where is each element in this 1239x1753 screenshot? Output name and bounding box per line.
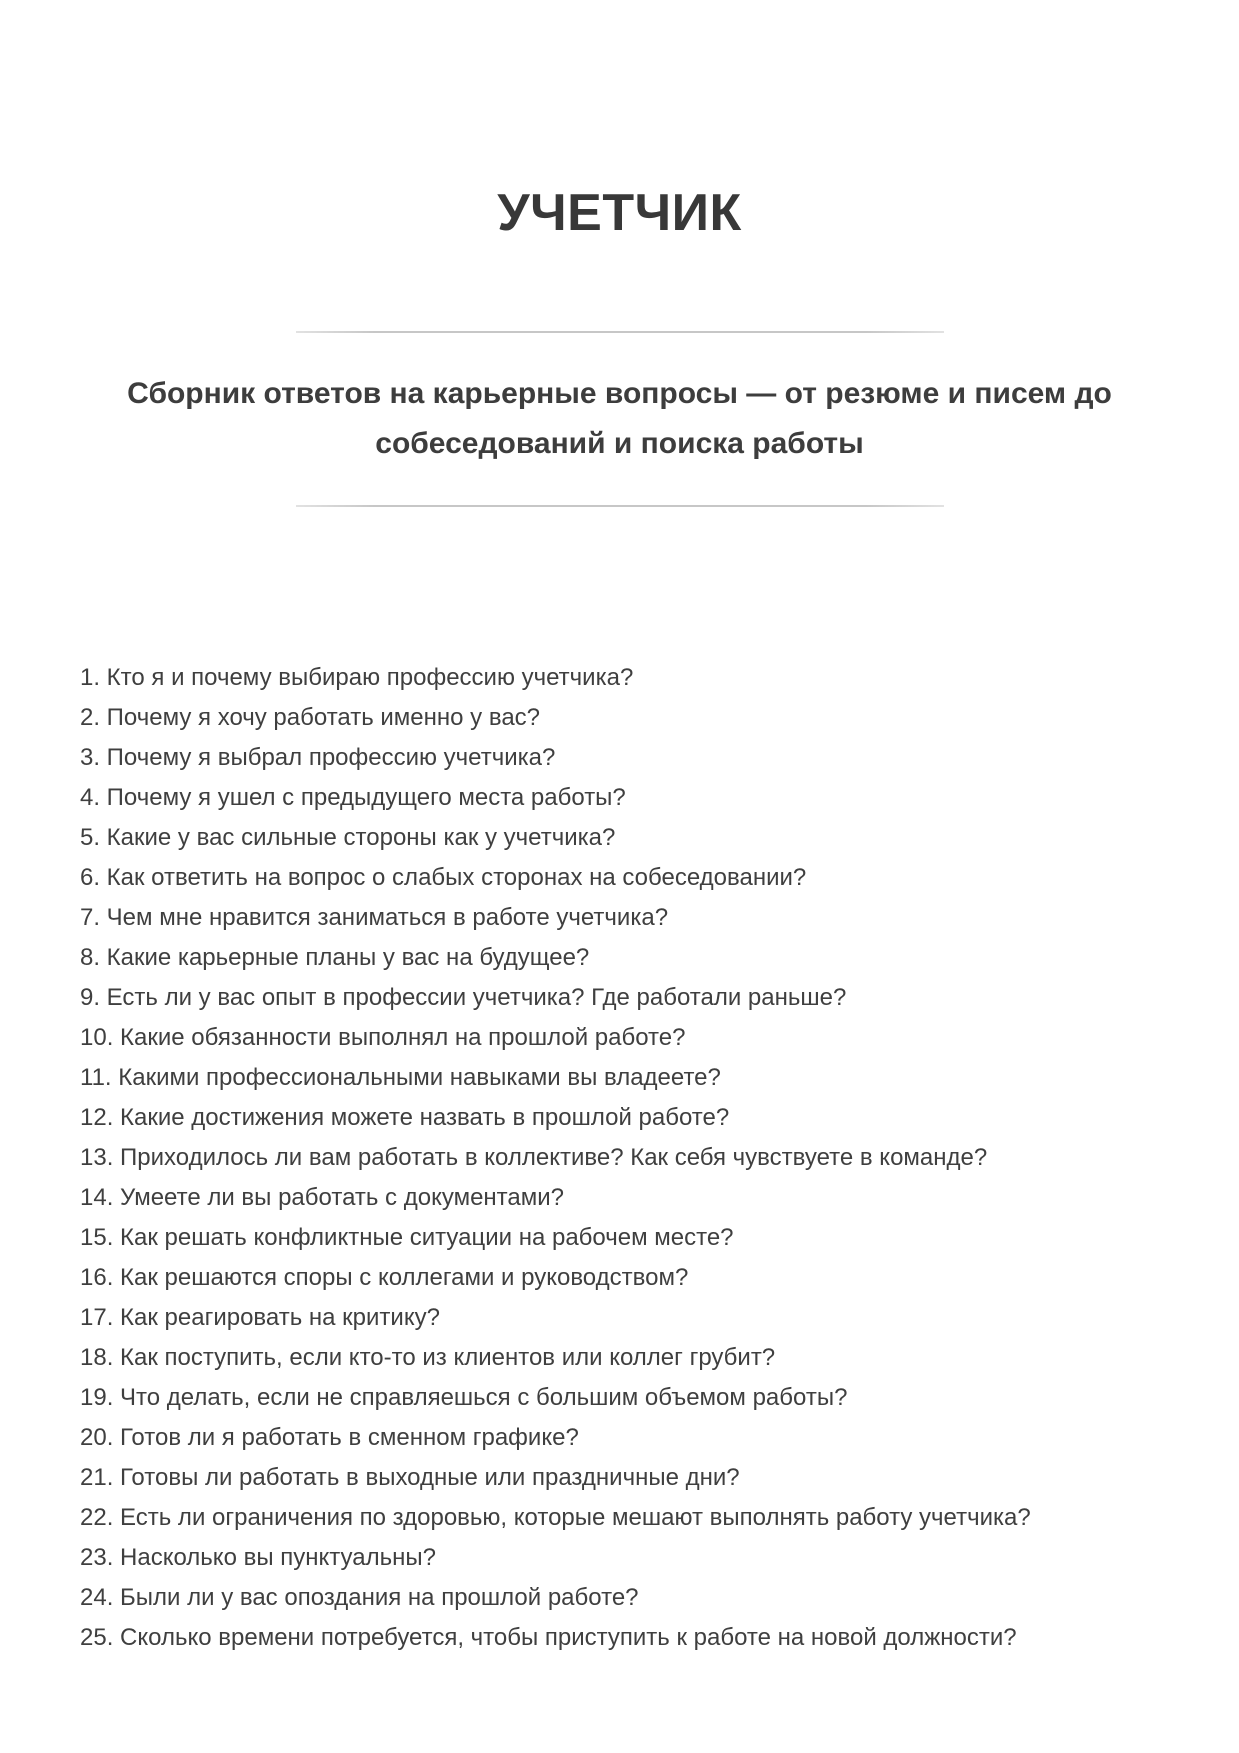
list-item: 13. Приходилось ли вам работать в коллективе? Как себя чувствуете в команде? [80, 1144, 988, 1171]
list-item: 12. Какие достижения можете назвать в прошлой работе? [80, 1104, 730, 1131]
subtitle-line-2: собеседований и поиска работы [375, 427, 864, 460]
page-subtitle [0, 369, 1239, 469]
divider-bottom [296, 505, 944, 507]
list-item: 3. Почему я выбрал профессию учетчика? [80, 744, 556, 771]
list-item: 7. Чем мне нравится заниматься в работе учетчика? [80, 904, 669, 931]
list-item: 8. Какие карьерные планы у вас на будущее? [80, 944, 590, 971]
list-item: 9. Есть ли у вас опыт в профессии учетчика? Где работали раньше? [80, 984, 847, 1011]
list-item: 22. Есть ли ограничения по здоровью, которые мешают выполнять работу учетчика? [80, 1504, 1031, 1531]
list-item: 1. Кто я и почему выбираю профессию учетчика? [80, 664, 634, 691]
list-item: 4. Почему я ушел с предыдущего места работы? [80, 784, 626, 811]
question-list [80, 658, 1184, 1658]
list-item: 25. Сколько времени потребуется, чтобы приступить к работе на новой должности? [80, 1624, 1017, 1651]
list-item: 16. Как решаются споры с коллегами и руководством? [80, 1264, 689, 1291]
list-item: 19. Что делать, если не справляешься с большим объемом работы? [80, 1384, 848, 1411]
list-item: 21. Готовы ли работать в выходные или праздничные дни? [80, 1464, 740, 1491]
list-item: 14. Умеете ли вы работать с документами? [80, 1184, 564, 1211]
list-item: 5. Какие у вас сильные стороны как у учетчика? [80, 824, 616, 851]
list-item: 24. Были ли у вас опоздания на прошлой работе? [80, 1584, 639, 1611]
list-item: 2. Почему я хочу работать именно у вас? [80, 704, 541, 731]
list-item: 11. Какими профессиональными навыками вы владеете? [80, 1064, 721, 1091]
list-item: 15. Как решать конфликтные ситуации на рабочем месте? [80, 1224, 734, 1251]
list-item: 17. Как реагировать на критику? [80, 1304, 440, 1331]
list-item: 6. Как ответить на вопрос о слабых сторонах на собеседовании? [80, 864, 807, 891]
list-item: 18. Как поступить, если кто-то из клиентов или коллег грубит? [80, 1344, 776, 1371]
list-item: 20. Готов ли я работать в сменном графике? [80, 1424, 579, 1451]
list-item: 23. Насколько вы пунктуальны? [80, 1544, 436, 1571]
divider-top [296, 331, 944, 333]
page-title: УЧЕТЧИК [497, 184, 742, 242]
list-item: 10. Какие обязанности выполнял на прошлой работе? [80, 1024, 686, 1051]
subtitle-line-1: Сборник ответов на карьерные вопросы — от резюме и писем до [127, 377, 1112, 410]
